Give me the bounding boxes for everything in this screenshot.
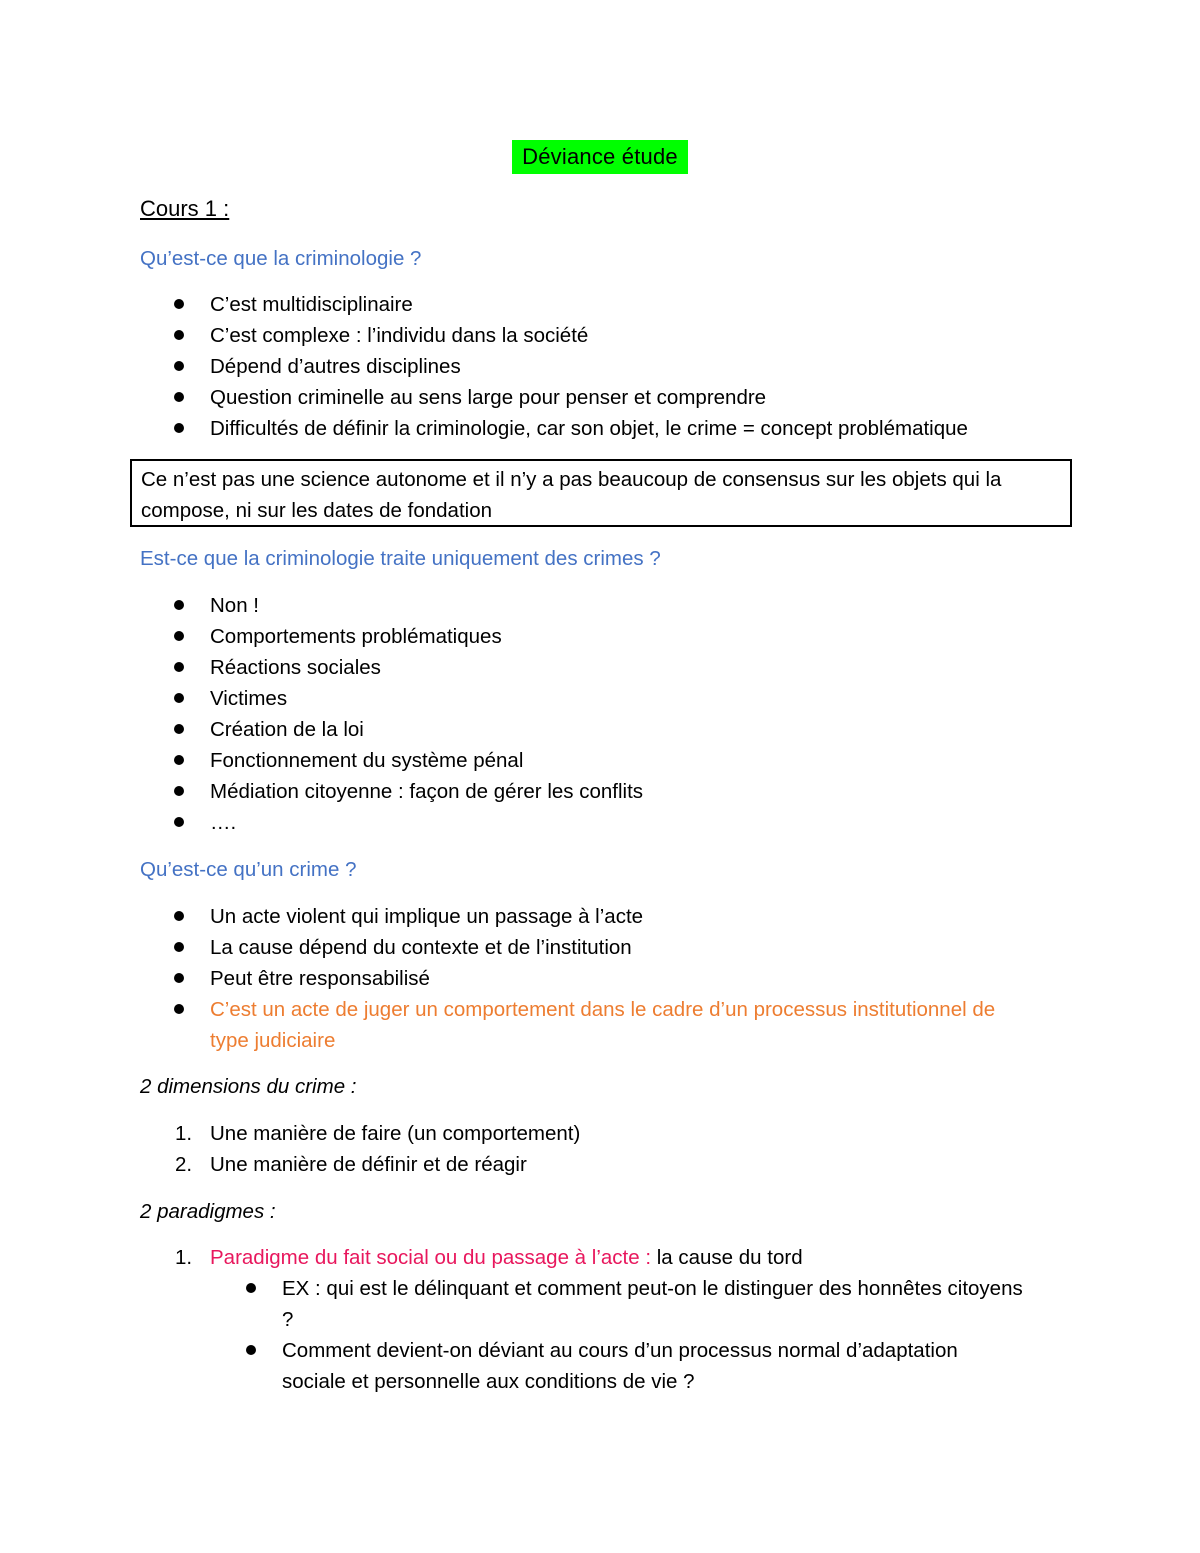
list-item: Réactions sociales	[210, 656, 381, 679]
list-item-highlight-continued: type judiciaire	[210, 1029, 336, 1052]
list-item: Difficultés de définir la criminologie, car son objet, le crime = concept problématique	[210, 417, 968, 440]
boxed-note-line: compose, ni sur les dates de fondation	[141, 499, 492, 522]
bullet-icon	[174, 1004, 184, 1014]
list-item: Non !	[210, 594, 259, 617]
paradigm-item	[210, 1242, 803, 1273]
numbered-item: Une manière de faire (un comportement)	[210, 1122, 581, 1145]
list-item: Création de la loi	[210, 718, 364, 741]
bullet-icon	[174, 600, 184, 610]
section-heading-what-is-crime: Qu’est-ce qu’un crime ?	[140, 858, 357, 881]
bullet-icon	[174, 662, 184, 672]
bullet-icon	[174, 361, 184, 371]
list-item: Comportements problématiques	[210, 625, 502, 648]
list-item: Un acte violent qui implique un passage à l’acte	[210, 905, 644, 928]
bullet-icon	[174, 724, 184, 734]
list-item: C’est complexe : l’individu dans la société	[210, 324, 589, 347]
list-item: ….	[210, 811, 237, 834]
list-item: La cause dépend du contexte et de l’institution	[210, 936, 632, 959]
list-item: Fonctionnement du système pénal	[210, 749, 524, 772]
sub-list-item: EX : qui est le délinquant et comment peut-on le distinguer des honnêtes citoyens	[282, 1277, 1023, 1300]
sub-list-item-continued: sociale et personnelle aux conditions de vie ?	[282, 1370, 695, 1393]
bullet-icon	[174, 942, 184, 952]
list-number: 1.	[175, 1122, 193, 1145]
boxed-note-line: Ce n’est pas une science autonome et il n’y a pas beaucoup de consensus sur les objets qui la	[141, 468, 1002, 491]
bullet-icon	[174, 330, 184, 340]
boxed-note	[130, 459, 1072, 527]
bullet-icon	[174, 392, 184, 402]
section-heading-criminology: Qu’est-ce que la criminologie ?	[140, 247, 422, 270]
list-item: Médiation citoyenne : façon de gérer les conflits	[210, 780, 644, 803]
bullet-icon	[174, 786, 184, 796]
bullet-icon	[246, 1283, 256, 1293]
bullet-icon	[174, 911, 184, 921]
bullet-icon	[174, 631, 184, 641]
section-heading-crimes-only: Est-ce que la criminologie traite uniquement des crimes ?	[140, 547, 661, 570]
list-item-highlight: C’est un acte de juger un comportement dans le cadre d’un processus institutionnel de	[210, 998, 996, 1021]
paradigm-label: Paradigme du fait social ou du passage à l’acte :	[210, 1246, 652, 1269]
bullet-icon	[174, 755, 184, 765]
list-item: C’est multidisciplinaire	[210, 293, 413, 316]
bullet-icon	[174, 299, 184, 309]
document-title: Déviance étude	[512, 140, 688, 174]
sub-list-item-continued: ?	[282, 1308, 294, 1331]
list-item: Question criminelle au sens large pour penser et comprendre	[210, 386, 767, 409]
bullet-icon	[174, 423, 184, 433]
list-item: Peut être responsabilisé	[210, 967, 430, 990]
paradigms-heading: 2 paradigmes :	[140, 1200, 276, 1223]
list-item: Dépend d’autres disciplines	[210, 355, 461, 378]
sub-list-item: Comment devient-on déviant au cours d’un processus normal d’adaptation	[282, 1339, 958, 1362]
bullet-icon	[174, 693, 184, 703]
list-number: 2.	[175, 1153, 193, 1176]
bullet-icon	[246, 1345, 256, 1355]
paradigm-description: la cause du tord	[651, 1246, 803, 1269]
list-number: 1.	[175, 1246, 193, 1269]
bullet-icon	[174, 973, 184, 983]
numbered-item: Une manière de définir et de réagir	[210, 1153, 527, 1176]
bullet-icon	[174, 817, 184, 827]
dimensions-heading: 2 dimensions du crime :	[140, 1075, 357, 1098]
course-label: Cours 1 :	[140, 196, 230, 221]
list-item: Victimes	[210, 687, 288, 710]
